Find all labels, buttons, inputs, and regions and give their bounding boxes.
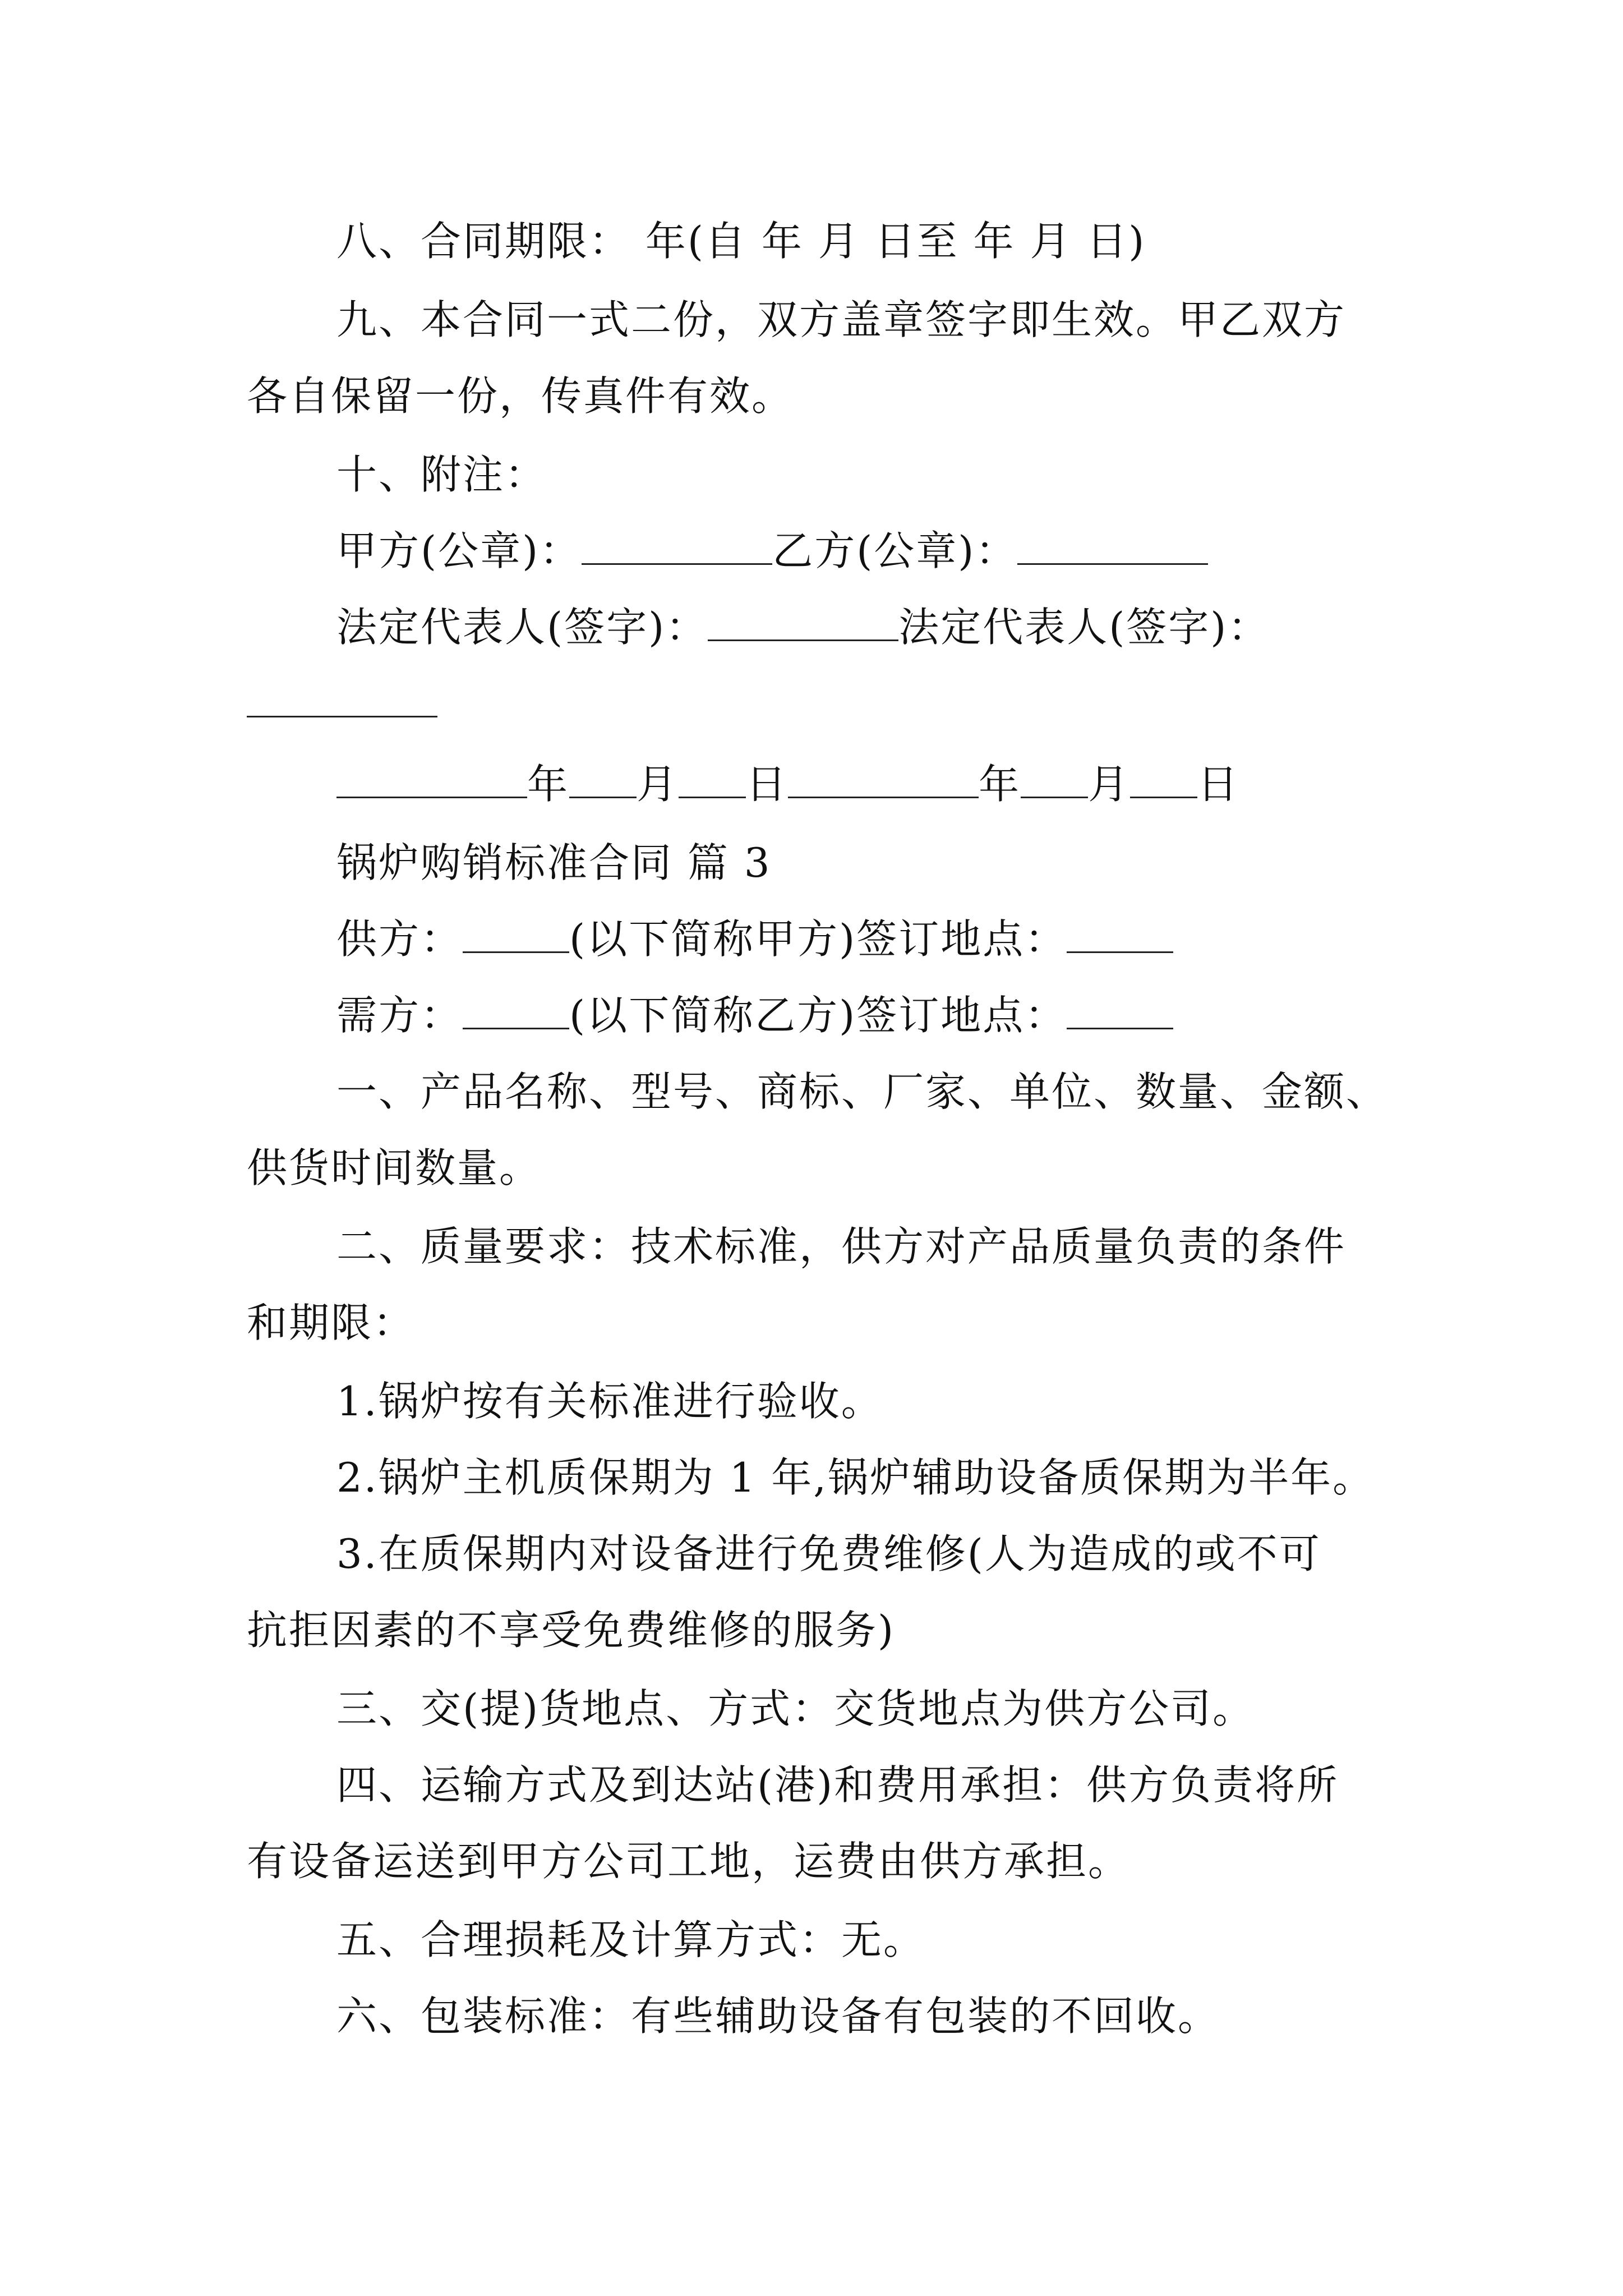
date-line bbox=[336, 756, 1481, 812]
month-blank-a bbox=[569, 760, 637, 798]
demand-line bbox=[336, 987, 1481, 1043]
sub-item-3-line-2: 抗拒因素的不享受免费维修的服务) bbox=[247, 1607, 896, 1654]
demand-label: 需方： bbox=[336, 992, 463, 1039]
sub-item-3-line-1: 3.在质保期内对设备进行免费维修(人为造成的或不可 bbox=[336, 1530, 1321, 1577]
item-1-line-2: 供货时间数量。 bbox=[247, 1144, 542, 1191]
month-label-a: 月 bbox=[637, 761, 679, 808]
notes-heading: 十、附注： bbox=[336, 451, 547, 498]
seal-line bbox=[336, 523, 1481, 579]
supplier-line bbox=[336, 911, 1481, 967]
month-blank-b bbox=[1021, 760, 1088, 798]
copies-line-2: 各自保留一份，传真件有效。 bbox=[247, 372, 794, 420]
demand-blank bbox=[463, 991, 569, 1029]
party-b-seal-blank bbox=[1017, 526, 1208, 565]
item-2-line-2: 和期限： bbox=[247, 1299, 416, 1346]
party-b-representative-blank bbox=[247, 679, 437, 717]
supplier-label: 供方： bbox=[336, 915, 463, 963]
party-a-representative-blank bbox=[708, 602, 898, 641]
party-a-seal-label: 甲方(公章)： bbox=[336, 527, 582, 574]
year-blank-b bbox=[788, 760, 979, 798]
item-4-line-1: 四、运输方式及到达站(港)和费用承担：供方负责将所 bbox=[336, 1761, 1339, 1809]
contract-term-line: 八、合同期限： 年(自 年 月 日至 年 月 日) bbox=[336, 218, 1146, 265]
year-label-a: 年 bbox=[527, 761, 570, 808]
party-b-seal-label: 乙方(公章)： bbox=[772, 527, 1018, 574]
supplier-blank bbox=[463, 914, 569, 953]
month-label-b: 月 bbox=[1088, 761, 1131, 808]
section-title: 锅炉购销标准合同 篇 3 bbox=[336, 839, 772, 886]
item-5: 五、合理损耗及计算方式：无。 bbox=[336, 1916, 926, 1963]
year-label-b: 年 bbox=[979, 761, 1021, 808]
copies-line-1: 九、本合同一式二份，双方盖章签字即生效。甲乙双方 bbox=[336, 296, 1347, 343]
supplier-location-label: (以下简称甲方)签订地点： bbox=[569, 915, 1067, 963]
party-b-representative-label: 法定代表人(签字)： bbox=[898, 604, 1270, 651]
party-a-seal-blank bbox=[582, 526, 772, 565]
item-2-line-1: 二、质量要求：技术标准，供方对产品质量负责的条件 bbox=[336, 1223, 1347, 1270]
day-label-a: 日 bbox=[746, 761, 789, 808]
item-6: 六、包装标准：有些辅助设备有包装的不回收。 bbox=[336, 1993, 1220, 2040]
day-blank-b bbox=[1130, 760, 1197, 798]
sub-item-2: 2.锅炉主机质保期为 1 年,锅炉辅助设备质保期为半年。 bbox=[336, 1454, 1375, 1501]
item-3: 三、交(提)货地点、方式：交货地点为供方公司。 bbox=[336, 1685, 1255, 1732]
sub-item-1: 1.锅炉按有关标准进行验收。 bbox=[336, 1378, 883, 1425]
demand-location-blank bbox=[1067, 991, 1173, 1029]
demand-location-label: (以下简称乙方)签订地点： bbox=[569, 992, 1067, 1039]
representative-continuation bbox=[247, 675, 1391, 731]
representative-line bbox=[336, 599, 1481, 655]
day-blank-a bbox=[679, 760, 746, 798]
item-1-line-1: 一、产品名称、型号、商标、厂家、单位、数量、金额、 bbox=[336, 1068, 1389, 1115]
supplier-location-blank bbox=[1067, 914, 1173, 953]
day-label-b: 日 bbox=[1197, 761, 1240, 808]
year-blank-a bbox=[336, 760, 527, 798]
item-4-line-2: 有设备运送到甲方公司工地，运费由供方承担。 bbox=[247, 1838, 1131, 1885]
party-a-representative-label: 法定代表人(签字)： bbox=[336, 604, 708, 651]
